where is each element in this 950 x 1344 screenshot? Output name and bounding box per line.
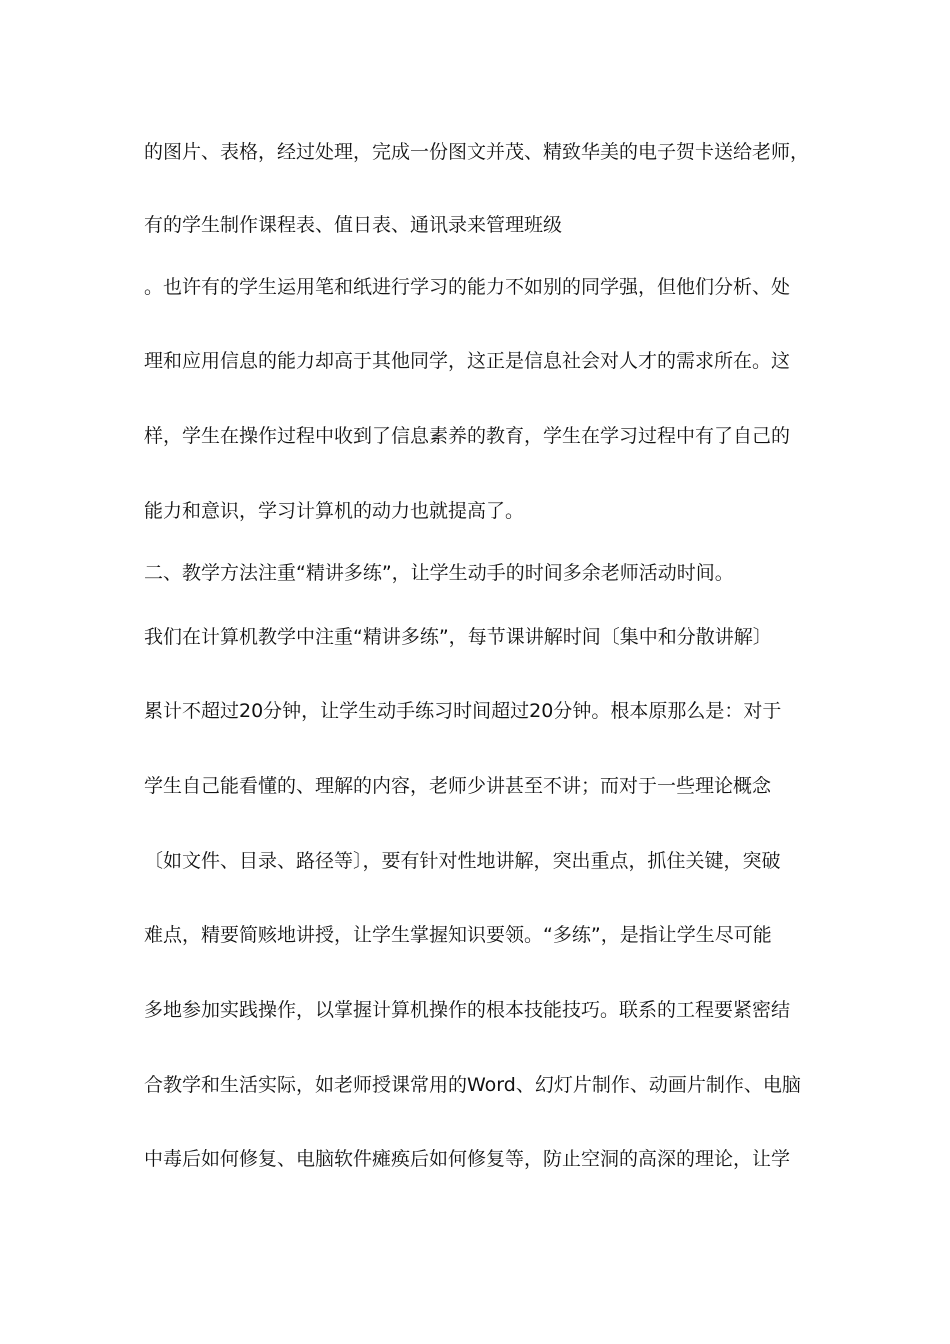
text-line-1: 的图片、表格，经过处理，完成一份图文并茂、精致华美的电子贺卡送给老师， (144, 141, 810, 163)
text-line-12: 难点，精要简赅地讲授，让学生掌握知识要领。“多练”，是指让学生尽可能 (144, 924, 772, 946)
text-line-3: 。也许有的学生运用笔和纸进行学习的能力不如别的同学强，但他们分析、处 (144, 276, 791, 298)
text-line-11: 〔如文件、目录、路径等〕，要有针对性地讲解，突出重点，抓住关键，突破 (144, 850, 781, 872)
text-line-8: 我们在计算机教学中注重“精讲多练”，每节课讲解时间〔集中和分散讲解〕 (144, 626, 772, 648)
text-line-9: 累计不超过20分钟，让学生动手练习时间超过20分钟。根本原那么是：对于 (144, 700, 782, 722)
text-line-6: 能力和意识，学习计算机的动力也就提高了。 (144, 500, 525, 522)
text-line-15: 中毒后如何修复、电脑软件瘫痪后如何修复等，防止空洞的高深的理论，让学 (144, 1148, 791, 1170)
text-line-13: 多地参加实践操作，以掌握计算机操作的根本技能技巧。联系的工程要紧密结 (144, 999, 791, 1021)
text-line-4: 理和应用信息的能力却高于其他同学，这正是信息社会对人才的需求所在。这 (144, 350, 791, 372)
text-line-2: 有的学生制作课程表、值日表、通讯录来管理班级 (144, 214, 563, 236)
text-line-14: 合教学和生活实际，如老师授课常用的Word、幻灯片制作、动画片制作、电脑 (144, 1074, 801, 1096)
section-heading: 二、教学方法注重“精讲多练”，让学生动手的时间多余老师活动时间。 (144, 562, 734, 584)
text-line-10: 学生自己能看懂的、理解的内容，老师少讲甚至不讲；而对于一些理论概念 (144, 775, 772, 797)
text-line-5: 样，学生在操作过程中收到了信息素养的教育，学生在学习过程中有了自己的 (144, 425, 791, 447)
